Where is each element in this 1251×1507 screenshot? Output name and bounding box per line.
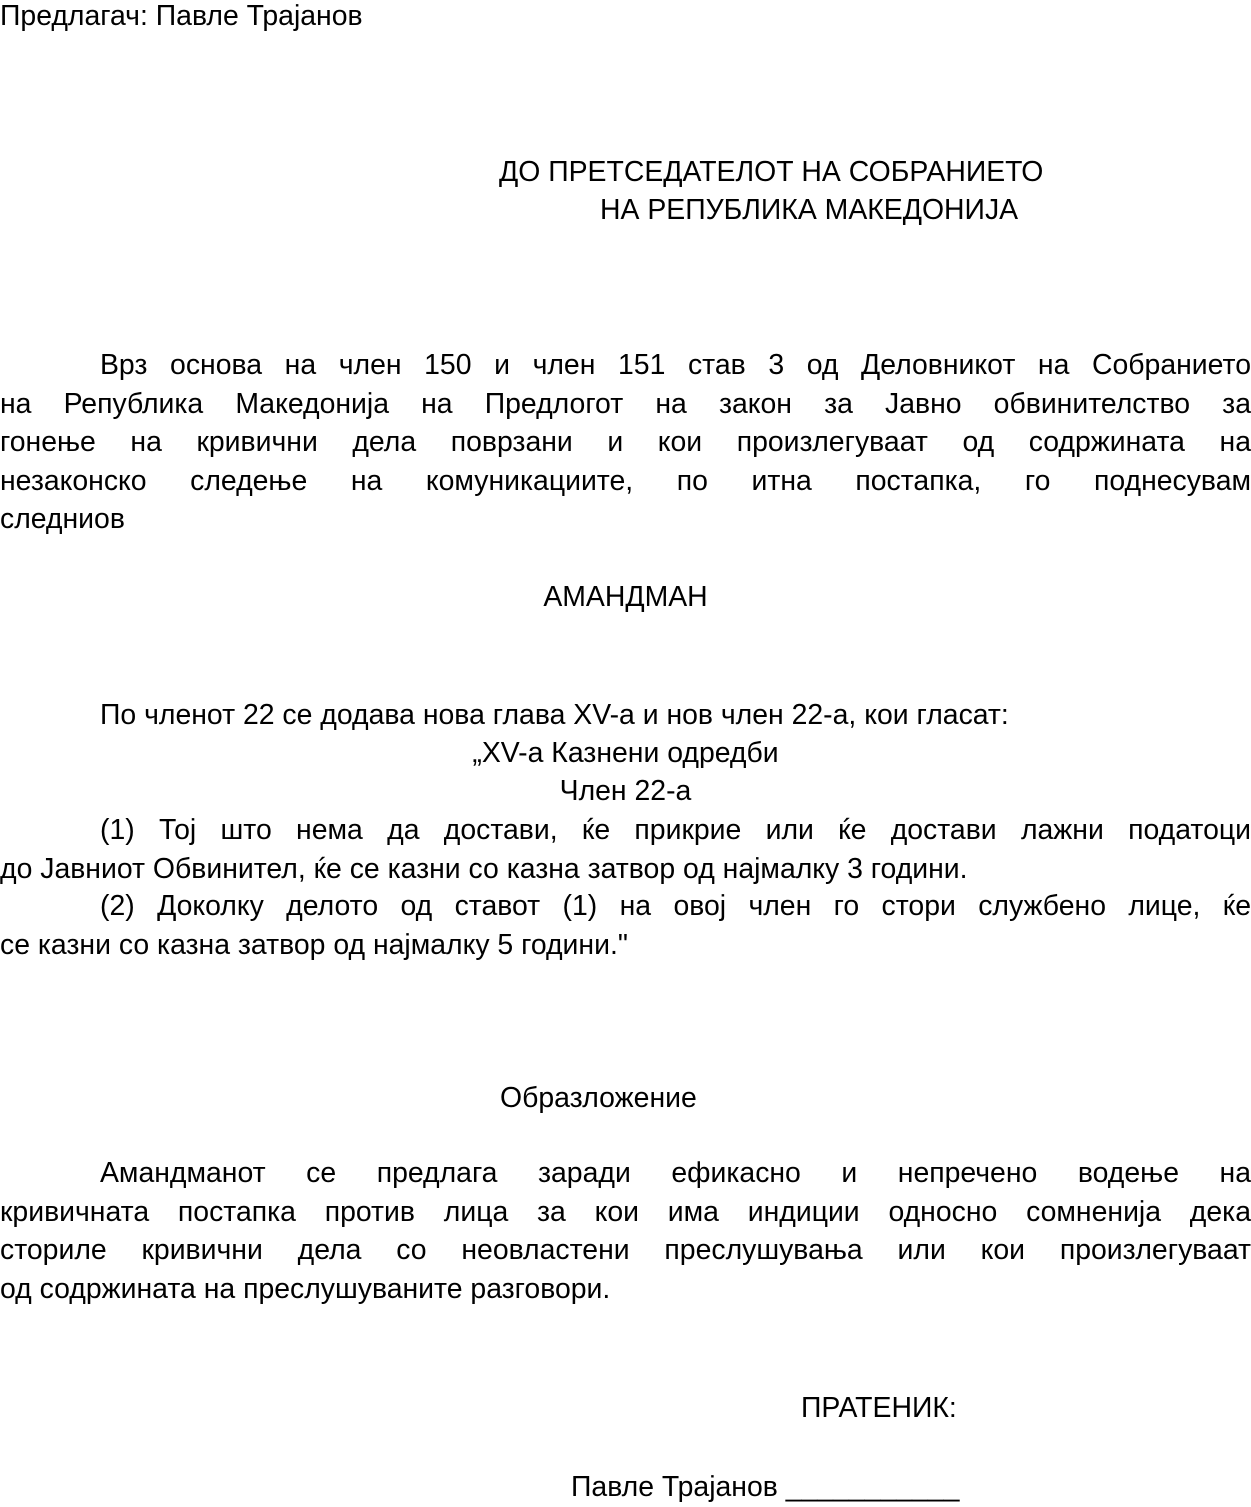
signature-title: ПРАТЕНИК: [801,1392,957,1424]
amendment-heading: АМАНДМАН [543,581,708,613]
intro-line-2: на Република Македонија на Предлогот на закон за Јавно обвинителство за [0,387,1251,420]
justification-heading: Образложение [500,1082,697,1114]
justification-line-3: сториле кривични дела со неовластени преслушувања или кои произлегуваат [0,1234,1251,1267]
justification-line-4: од содржината на преслушуваните разговори. [0,1272,611,1305]
article-p2-line-2: се казни со казна затвор од најмалку 5 години." [0,928,628,961]
article-p1-line-1: (1) Тој што нема да достави, ќе прикрие или ќе достави лажни податоци [100,814,1251,846]
article-title: Член 22-а [559,775,692,807]
proposer-line: Предлагач: Павле Трајанов [0,0,363,32]
justification-paragraph [0,1154,1251,1308]
intro-line-1: Врз основа на член 150 и член 151 став 3 од Деловникот на Собранието [100,349,1251,381]
article-p1-line-2: до Јавниот Обвинител, ќе се казни со казна затвор од најмалку 3 години. [0,852,968,885]
article-paragraph-2 [0,887,1251,964]
article-paragraph-1 [0,811,1251,888]
chapter-title: „XV-а Казнени одредби [472,737,779,769]
justification-line-1: Амандманот се предлага заради ефикасно и непречено водење на [100,1157,1251,1189]
intro-line-3: гонење на кривични дела поврзани и кои произлегуваат од содржината на [0,426,1251,459]
justification-line-2: кривичната постапка против лица за кои има индиции односно сомненија дека [0,1195,1251,1228]
signature-name-line: Павле Трајанов ___________ [571,1471,960,1503]
intro-line-5: следниов [0,503,125,536]
intro-line-4: незаконско следење на комуникациите, по итна постапка, го поднесувам [0,464,1251,497]
amendment-lead: По членот 22 се додава нова глава XV-а и нов член 22-а, кои гласат: [100,699,1009,731]
addressee-line-1: ДО ПРЕТСЕДАТЕЛОТ НА СОБРАНИЕТО [499,156,1044,188]
article-p2-line-1: (2) Доколку делото од ставот (1) на овој член го стори службено лице, ќе [100,890,1251,922]
addressee-line-2: НА РЕПУБЛИКА МАКЕДОНИЈА [600,194,1019,226]
intro-paragraph [0,346,1251,539]
